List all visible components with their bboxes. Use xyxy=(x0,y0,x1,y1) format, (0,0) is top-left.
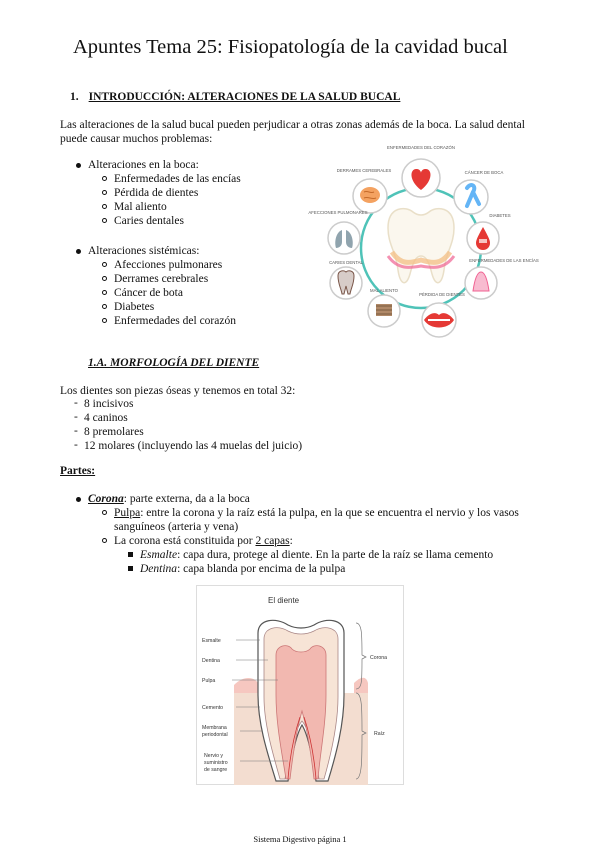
list-item: - 8 incisivos xyxy=(72,397,302,411)
label-dentina: Dentina xyxy=(202,658,220,664)
list-item xyxy=(74,492,544,576)
label-nervio: Nervio y xyxy=(204,753,224,759)
list-item: - 12 molares (incluyendo las 4 muelas del juicio) xyxy=(72,439,302,453)
label-heart: ENFERMEDADES DEL CORAZÓN xyxy=(387,145,455,150)
list-item: - 8 premolares xyxy=(72,425,302,439)
list-item xyxy=(74,158,241,228)
capas-pre: La corona está constituida por xyxy=(114,535,256,547)
list-item xyxy=(126,548,544,562)
list-item xyxy=(126,562,544,576)
esmalte-term: Esmalte xyxy=(140,549,178,561)
list-item: Derrames cerebrales xyxy=(100,272,236,286)
section-number: 1. xyxy=(70,91,79,103)
dentina-term: Dentina xyxy=(140,563,178,575)
list-item: Diabetes xyxy=(100,300,236,314)
blood-drop-icon xyxy=(467,222,499,254)
list-item: Mal aliento xyxy=(100,200,241,214)
brain-icon xyxy=(353,179,387,213)
list-item xyxy=(100,534,544,576)
lungs-icon xyxy=(328,222,360,254)
label-corona: Corona xyxy=(370,655,388,661)
partes-list xyxy=(74,492,544,576)
section-title: INTRODUCCIÓN: ALTERACIONES DE LA SALUD BUCAL xyxy=(88,91,401,103)
label-membrana: Membrana xyxy=(202,725,227,731)
pulpa-desc: : entre la corona y la raíz está la pulpa, en la que se encuentra el nervio y los vasos sanguíneos (arteria y vena) xyxy=(114,507,519,533)
label-bad-breath: MAL ALIENTO xyxy=(370,288,398,293)
partes-heading: Partes: xyxy=(60,465,96,477)
label-esmalte: Esmalte xyxy=(202,638,221,644)
list-item: Enfermedades del corazón xyxy=(100,314,236,328)
label-caries: CARIES DENTAL xyxy=(329,260,363,265)
label-mouth-cancer: CÁNCER DE BOCA xyxy=(464,170,504,175)
label-gum-disease: ENFERMEDADES DE LAS ENCÍAS xyxy=(469,258,539,263)
list-item xyxy=(100,506,544,534)
label-suministro: suministro xyxy=(204,760,228,766)
list-item: Cáncer de bota xyxy=(100,286,236,300)
list-item xyxy=(74,244,236,328)
label-raiz: Raíz xyxy=(374,731,385,737)
corona-term: Corona xyxy=(88,493,124,505)
heart-icon xyxy=(402,159,440,197)
page-footer: Sistema Digestivo página 1 xyxy=(253,834,347,844)
list-item: Afecciones pulmonares xyxy=(100,258,236,272)
label-tooth-loss: PÉRDIDA DE DIENTES xyxy=(419,292,465,297)
label-pulpa: Pulpa xyxy=(202,678,216,684)
decayed-tooth-icon xyxy=(330,267,362,299)
tooth-diagram xyxy=(196,585,404,785)
dientes-list xyxy=(72,397,302,453)
diagram-title: El diente xyxy=(268,596,300,605)
toothbrush-icon xyxy=(368,295,400,327)
list-item: Caries dentales xyxy=(100,214,241,228)
capas-term: 2 capas xyxy=(255,535,290,547)
label-lungs: AFECCIONES PULMONARES xyxy=(308,210,368,215)
subsection-heading: 1.A. MORFOLOGÍA DEL DIENTE xyxy=(88,357,260,369)
capas-post: : xyxy=(289,535,293,547)
ribbon-icon xyxy=(454,180,488,214)
sistemicas-list xyxy=(74,244,236,328)
label-diabetes: DIABETES xyxy=(489,213,511,218)
pulpa-term: Pulpa xyxy=(114,507,141,519)
boca-list xyxy=(74,158,241,228)
corona-desc: : parte externa, da a la boca xyxy=(123,493,250,505)
section-heading xyxy=(70,91,400,103)
intro-paragraph: Las alteraciones de la salud bucal pueden perjudicar a otras zonas además de la boca. La salud dental puede causar muchos problemas: xyxy=(60,119,525,145)
label-sangre: de sangre xyxy=(204,767,228,773)
list-item: - 4 caninos xyxy=(72,411,302,425)
dentina-desc: : capa blanda por encima de la pulpa xyxy=(177,563,346,575)
lips-icon xyxy=(422,303,456,337)
esmalte-desc: : capa dura, protege al diente. En la parte de la raíz se llama cemento xyxy=(177,549,494,561)
list-item: Pérdida de dientes xyxy=(100,186,241,200)
label-brain: DERRAMES CEREBRALES xyxy=(336,168,392,173)
tooth-center-icon xyxy=(388,209,454,283)
gum-icon xyxy=(465,267,497,299)
list-item: Enfermedades de las encías xyxy=(100,172,241,186)
label-cemento: Cemento xyxy=(202,705,224,711)
page-title: Apuntes Tema 25: Fisiopatología de la cavidad bucal xyxy=(73,36,508,58)
label-periodontal: periodontal xyxy=(202,732,228,738)
boca-label: Alteraciones en la boca: xyxy=(88,159,199,171)
sistemicas-label: Alteraciones sistémicas: xyxy=(88,245,200,257)
oral-health-infographic xyxy=(308,144,539,342)
dientes-intro: Los dientes son piezas óseas y tenemos en total 32: xyxy=(60,385,296,397)
